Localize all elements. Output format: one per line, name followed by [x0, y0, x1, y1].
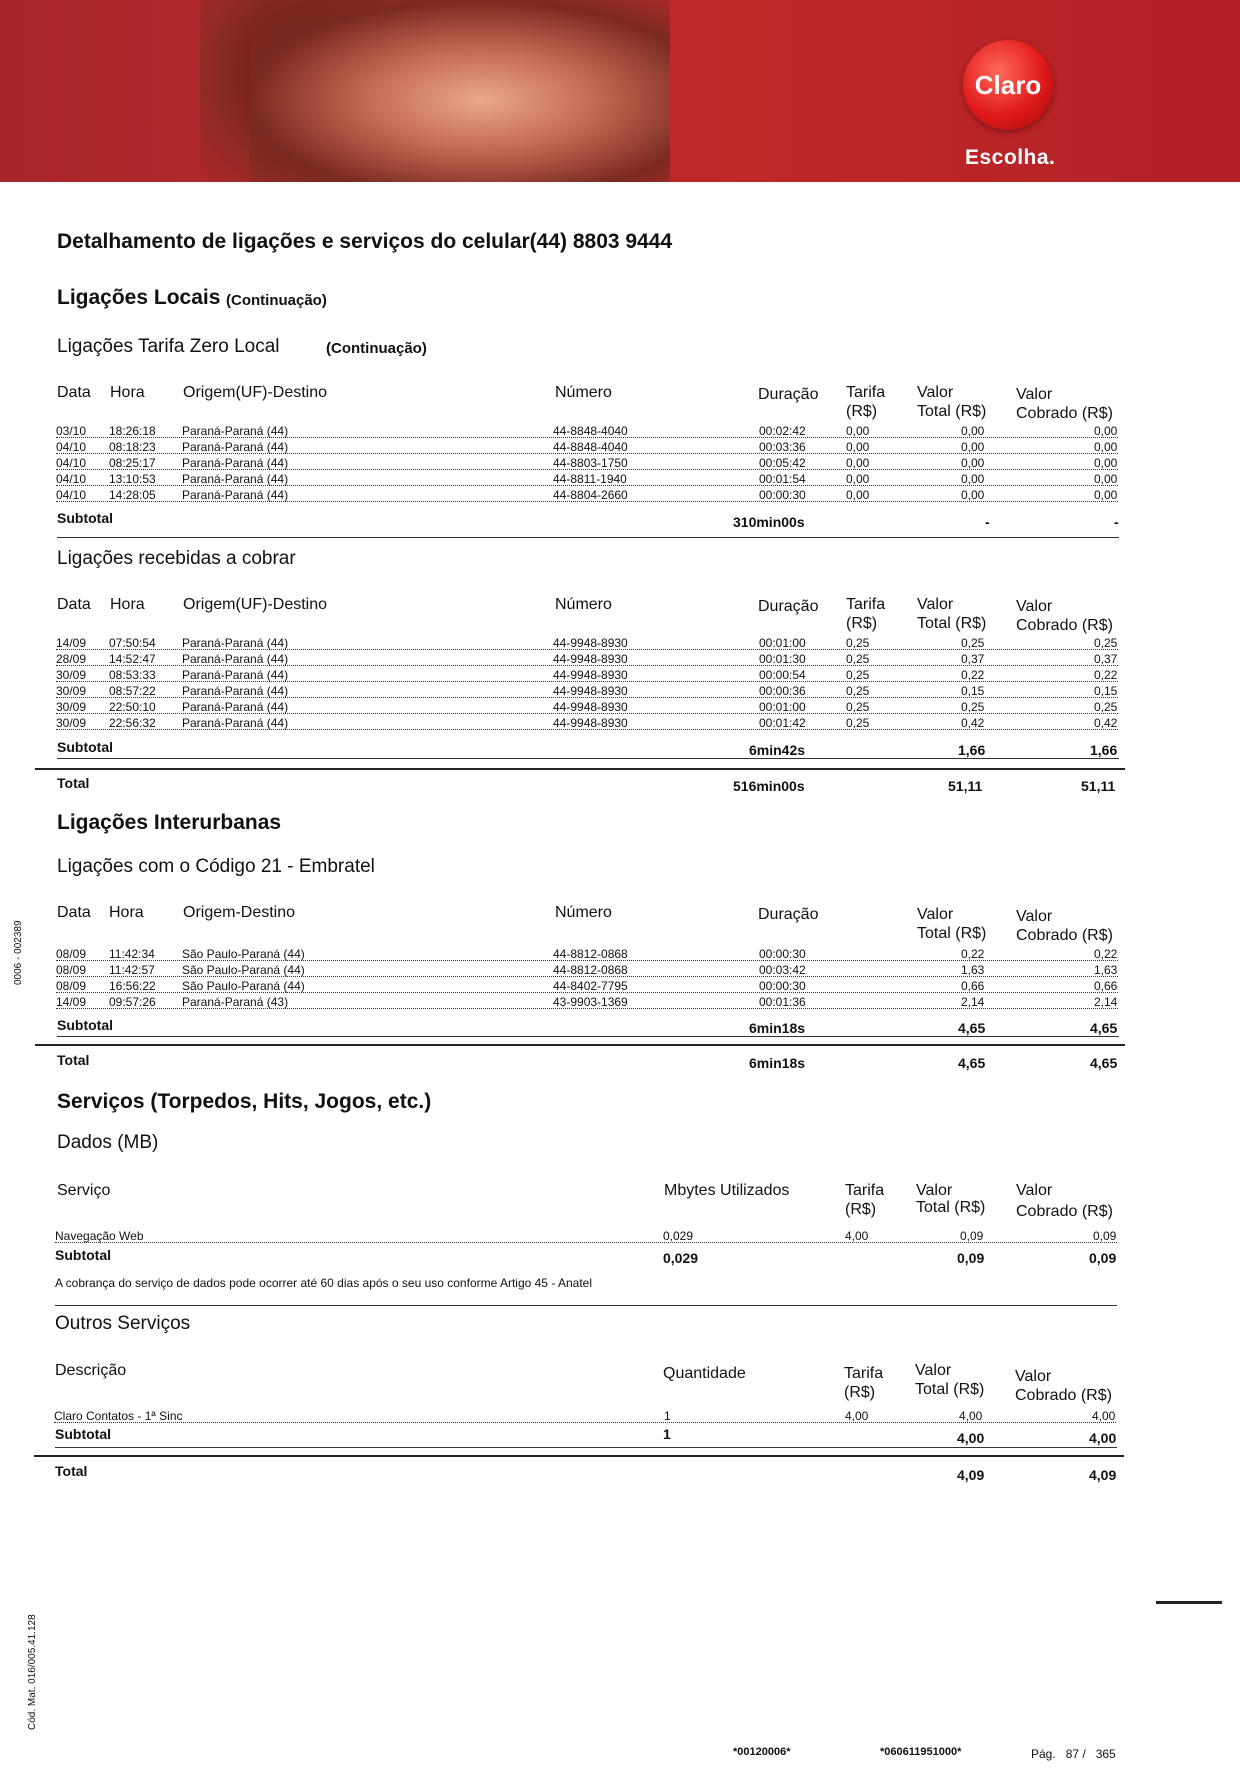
col-total: Total (R$) — [917, 925, 987, 942]
col-tarifa: Tarifa — [844, 1365, 884, 1382]
col-valor: Valor — [1016, 598, 1053, 615]
col-hora: Hora — [109, 904, 144, 921]
subsection-title-embratel: Ligações com o Código 21 - Embratel — [57, 856, 375, 877]
cell-total: 0,00 — [961, 488, 985, 502]
cell-total: 0,22 — [961, 947, 985, 961]
subtotal-duracao: 6min42s — [749, 742, 806, 758]
cell-total: 0,22 — [961, 668, 985, 682]
cell-cobrado: 0,42 — [1094, 716, 1118, 730]
cell-numero: 44-8402-7795 — [553, 979, 628, 993]
cell-data: 04/10 — [56, 440, 87, 454]
section-title-interurbanas: Ligações Interurbanas — [57, 811, 282, 834]
col-numero: Número — [555, 384, 612, 401]
cell-data: 04/10 — [56, 488, 87, 502]
col-valor: Valor — [916, 1182, 953, 1199]
table-row — [56, 456, 1118, 470]
section-title-locais: Ligações Locais — [57, 286, 221, 309]
cell-hora: 14:52:47 — [109, 652, 156, 666]
col-data: Data — [57, 384, 91, 401]
cell-cobrado: 0,00 — [1094, 488, 1118, 502]
data-billing-note: A cobrança do serviço de dados pode ocorrer até 60 dias após o seu uso conforme Artigo 45 - Anatel — [55, 1276, 593, 1290]
cell-origem: Paraná-Paraná (44) — [182, 456, 289, 470]
cell-duracao: 00:01:54 — [759, 472, 806, 486]
cell-origem: São Paulo-Paraná (44) — [182, 947, 305, 961]
col-numero: Número — [555, 596, 612, 613]
col-cobrado: Cobrado (R$) — [1016, 927, 1113, 944]
cell-cobrado: 0,15 — [1094, 684, 1118, 698]
cell-hora: 07:50:54 — [109, 636, 156, 650]
cell-duracao: 00:00:30 — [759, 488, 806, 502]
cell-origem: Paraná-Paraná (44) — [182, 440, 289, 454]
table-row — [56, 716, 1118, 730]
cell-hora: 08:53:33 — [109, 668, 156, 682]
table-row — [54, 1409, 1116, 1423]
cell-tarifa: 0,00 — [846, 424, 870, 438]
table-row — [56, 995, 1118, 1009]
col-data: Data — [57, 904, 91, 921]
col-descricao: Descrição — [55, 1362, 127, 1379]
cell-cobrado: 0,25 — [1094, 700, 1118, 714]
col-duracao: Duração — [758, 906, 819, 923]
subtotal-cobrado: 4,00 — [1089, 1430, 1117, 1446]
subtotal-total: 1,66 — [958, 742, 986, 758]
cell-duracao: 00:05:42 — [759, 456, 806, 470]
cell-origem: Paraná-Paraná (44) — [182, 652, 289, 666]
cell-total: 0,00 — [961, 472, 985, 486]
cell-hora: 09:57:26 — [109, 995, 156, 1009]
cell-servico: Navegação Web — [55, 1229, 144, 1243]
cell-total: 0,09 — [960, 1229, 984, 1243]
cell-origem: Paraná-Paraná (43) — [182, 995, 289, 1009]
total-total: 4,09 — [957, 1467, 985, 1483]
cell-data: 14/09 — [56, 995, 87, 1009]
col-data: Data — [57, 596, 91, 613]
divider — [57, 758, 1119, 759]
cell-total: 4,00 — [959, 1409, 983, 1423]
cell-cobrado: 4,00 — [1092, 1409, 1116, 1423]
cell-tarifa: 0,25 — [846, 636, 870, 650]
cell-origem: Paraná-Paraná (44) — [182, 424, 289, 438]
cell-cobrado: 0,09 — [1093, 1229, 1117, 1243]
cell-hora: 08:57:22 — [109, 684, 156, 698]
total-label: Total — [57, 775, 90, 791]
total-total: 4,65 — [958, 1055, 986, 1071]
cell-cobrado: 0,25 — [1094, 636, 1118, 650]
cell-data: 30/09 — [56, 668, 87, 682]
cell-cobrado: 0,00 — [1094, 472, 1118, 486]
cell-duracao: 00:02:42 — [759, 424, 806, 438]
cell-duracao: 00:01:00 — [759, 700, 806, 714]
col-total: Total (R$) — [917, 615, 987, 632]
slogan: Escolha. — [965, 146, 1056, 169]
total-cobrado: 4,65 — [1090, 1055, 1118, 1071]
divider — [55, 1447, 1117, 1448]
side-material-code: Cód. Mat. 016/005.41.128 — [27, 1614, 38, 1730]
subtotal-cobrado: 0,09 — [1089, 1250, 1117, 1266]
cell-numero: 44-8812-0868 — [553, 963, 628, 977]
page-number: Pág. 87 / 365 — [1031, 1747, 1116, 1761]
table-row — [56, 472, 1118, 486]
claro-logo — [963, 40, 1053, 130]
cell-duracao: 00:00:54 — [759, 668, 806, 682]
col-tarifa-unit: (R$) — [845, 1201, 877, 1218]
cell-origem: Paraná-Paraná (44) — [182, 668, 289, 682]
cell-cobrado: 0,00 — [1094, 456, 1118, 470]
col-origem: Origem-Destino — [183, 904, 296, 921]
col-cobrado: Cobrado (R$) — [1016, 617, 1113, 634]
total-cobrado: 4,09 — [1089, 1467, 1117, 1483]
subtotal-label: Subtotal — [57, 510, 113, 526]
cell-hora: 16:56:22 — [109, 979, 156, 993]
cell-tarifa: 0,25 — [846, 684, 870, 698]
subtotal-label: Subtotal — [57, 739, 113, 755]
cell-numero: 44-8803-1750 — [553, 456, 628, 470]
section-title-servicos: Serviços (Torpedos, Hits, Jogos, etc.) — [57, 1090, 432, 1113]
divider — [34, 1455, 1124, 1457]
col-hora: Hora — [110, 384, 145, 401]
cell-data: 04/10 — [56, 456, 87, 470]
cell-numero: 44-9948-8930 — [553, 668, 628, 682]
cell-duracao: 00:01:42 — [759, 716, 806, 730]
col-tarifa: Tarifa — [845, 1182, 885, 1199]
cell-hora: 11:42:34 — [109, 947, 155, 961]
cell-tarifa: 0,25 — [846, 716, 870, 730]
cell-total: 1,63 — [961, 963, 985, 977]
cell-hora: 18:26:18 — [109, 424, 156, 438]
cell-numero: 44-8848-4040 — [553, 440, 628, 454]
col-origem: Origem(UF)-Destino — [183, 384, 328, 401]
cell-numero: 44-9948-8930 — [553, 716, 628, 730]
cell-data: 30/09 — [56, 700, 87, 714]
banner-photo — [250, 0, 670, 182]
cell-origem: São Paulo-Paraná (44) — [182, 979, 305, 993]
table-row — [56, 947, 1118, 961]
cell-numero: 44-8811-1940 — [553, 472, 627, 486]
cell-cobrado: 0,37 — [1094, 652, 1118, 666]
table-row — [55, 1229, 1117, 1243]
cell-mbytes: 0,029 — [663, 1229, 694, 1243]
cell-hora: 08:25:17 — [109, 456, 156, 470]
col-duracao: Duração — [758, 386, 819, 403]
cell-total: 0,00 — [961, 424, 985, 438]
table-row — [56, 424, 1118, 438]
subsection-title-recebidas: Ligações recebidas a cobrar — [57, 548, 296, 569]
subtotal-label: Subtotal — [55, 1426, 111, 1442]
subtotal-total: - — [985, 514, 990, 530]
cell-tarifa: 0,25 — [846, 668, 870, 682]
cell-origem: Paraná-Paraná (44) — [182, 488, 289, 502]
cell-total: 0,25 — [961, 636, 985, 650]
cell-duracao: 00:01:30 — [759, 652, 806, 666]
cell-duracao: 00:03:36 — [759, 440, 806, 454]
subtotal-quantidade: 1 — [663, 1426, 671, 1442]
table-row — [56, 652, 1118, 666]
col-tarifa-unit: (R$) — [844, 1384, 876, 1401]
subtotal-total: 4,00 — [957, 1430, 985, 1446]
cell-data: 30/09 — [56, 684, 87, 698]
cell-tarifa: 4,00 — [845, 1409, 869, 1423]
subtotal-duracao: 6min18s — [749, 1020, 806, 1036]
subtotal-cobrado: 4,65 — [1090, 1020, 1118, 1036]
col-numero: Número — [555, 904, 612, 921]
margin-mark — [1156, 1601, 1222, 1604]
table-row — [56, 636, 1118, 650]
col-valor: Valor — [917, 384, 954, 401]
total-label: Total — [57, 1052, 90, 1068]
col-valor: Valor — [917, 596, 954, 613]
cell-data: 30/09 — [56, 716, 87, 730]
col-cobrado: Cobrado (R$) — [1016, 405, 1113, 422]
cell-cobrado: 0,66 — [1094, 979, 1118, 993]
subsection-title-outros: Outros Serviços — [55, 1313, 191, 1334]
col-tarifa: Tarifa — [846, 384, 886, 401]
cell-cobrado: 0,22 — [1094, 947, 1118, 961]
col-servico: Serviço — [57, 1182, 111, 1199]
subtotal-cobrado: 1,66 — [1090, 742, 1118, 758]
cell-hora: 08:18:23 — [109, 440, 156, 454]
subsection-title-tarifa-zero: Ligações Tarifa Zero Local — [57, 336, 280, 357]
divider — [55, 1305, 1117, 1306]
col-valor: Valor — [1016, 386, 1053, 403]
cell-cobrado: 0,22 — [1094, 668, 1118, 682]
cell-duracao: 00:00:30 — [759, 979, 806, 993]
table-row — [56, 440, 1118, 454]
cell-duracao: 00:01:00 — [759, 636, 806, 650]
subtotal-label: Subtotal — [57, 1017, 113, 1033]
divider — [57, 1036, 1119, 1037]
cell-numero: 43-9903-1369 — [553, 995, 628, 1009]
col-valor: Valor — [1015, 1368, 1052, 1385]
subtotal-cobrado: - — [1114, 514, 1119, 530]
cell-numero: 44-8804-2660 — [553, 488, 628, 502]
cell-tarifa: 0,25 — [846, 700, 870, 714]
subtotal-total: 0,09 — [957, 1250, 985, 1266]
table-row — [56, 488, 1118, 502]
side-code: 0006 - 002389 — [13, 920, 24, 985]
continuation-label: (Continuação) — [326, 340, 427, 357]
header-banner — [0, 0, 1240, 182]
cell-hora: 13:10:53 — [109, 472, 156, 486]
col-origem: Origem(UF)-Destino — [183, 596, 328, 613]
col-tarifa-unit: (R$) — [846, 403, 878, 420]
col-valor: Valor — [1016, 1182, 1053, 1199]
cell-hora: 22:56:32 — [109, 716, 156, 730]
cell-total: 0,42 — [961, 716, 985, 730]
cell-hora: 22:50:10 — [109, 700, 156, 714]
col-hora: Hora — [110, 596, 145, 613]
divider — [35, 1044, 1125, 1046]
col-total: Total (R$) — [916, 1199, 986, 1216]
cell-hora: 11:42:57 — [109, 963, 155, 977]
cell-origem: Paraná-Paraná (44) — [182, 472, 289, 486]
col-total: Total (R$) — [917, 403, 987, 420]
cell-data: 28/09 — [56, 652, 87, 666]
subtotal-total: 4,65 — [958, 1020, 986, 1036]
table-row — [56, 963, 1118, 977]
cell-numero: 44-9948-8930 — [553, 684, 628, 698]
cell-numero: 44-8848-4040 — [553, 424, 628, 438]
subtotal-label: Subtotal — [55, 1247, 111, 1263]
cell-total: 0,37 — [961, 652, 985, 666]
col-valor: Valor — [917, 906, 954, 923]
continuation-label: (Continuação) — [226, 292, 327, 309]
cell-duracao: 00:00:36 — [759, 684, 806, 698]
subtotal-mbytes: 0,029 — [663, 1250, 699, 1266]
cell-hora: 14:28:05 — [109, 488, 156, 502]
cell-origem: Paraná-Paraná (44) — [182, 716, 289, 730]
cell-duracao: 00:03:42 — [759, 963, 806, 977]
divider — [35, 768, 1125, 770]
col-mbytes: Mbytes Utilizados — [664, 1182, 790, 1199]
col-quantidade: Quantidade — [663, 1365, 746, 1382]
cell-numero: 44-9948-8930 — [553, 700, 628, 714]
cell-duracao: 00:01:36 — [759, 995, 806, 1009]
cell-data: 03/10 — [56, 424, 87, 438]
cell-total: 0,15 — [961, 684, 985, 698]
col-valor: Valor — [915, 1362, 952, 1379]
table-row — [56, 979, 1118, 993]
col-cobrado: Cobrado (R$) — [1016, 1203, 1113, 1220]
cell-origem: Paraná-Paraná (44) — [182, 636, 289, 650]
total-label: Total — [55, 1463, 88, 1479]
cell-data: 08/09 — [56, 963, 87, 977]
cell-duracao: 00:00:30 — [759, 947, 806, 961]
cell-numero: 44-9948-8930 — [553, 636, 628, 650]
cell-tarifa: 0,00 — [846, 440, 870, 454]
cell-numero: 44-8812-0868 — [553, 947, 628, 961]
cell-total: 0,00 — [961, 440, 985, 454]
cell-cobrado: 2,14 — [1094, 995, 1118, 1009]
col-tarifa-unit: (R$) — [846, 615, 878, 632]
total-duracao: 6min18s — [749, 1055, 806, 1071]
divider — [57, 537, 1119, 538]
col-total: Total (R$) — [915, 1381, 985, 1398]
cell-tarifa: 0,25 — [846, 652, 870, 666]
table-row — [56, 684, 1118, 698]
total-total: 51,11 — [948, 778, 983, 794]
cell-tarifa: 4,00 — [845, 1229, 869, 1243]
cell-data: 14/09 — [56, 636, 87, 650]
cell-origem: Paraná-Paraná (44) — [182, 684, 289, 698]
page-title: Detalhamento de ligações e serviços do celular(44) 8803 9444 — [57, 230, 673, 253]
cell-origem: Paraná-Paraná (44) — [182, 700, 289, 714]
cell-origem: São Paulo-Paraná (44) — [182, 963, 305, 977]
barcode-text-2: *060611951000* — [880, 1746, 962, 1758]
cell-descricao: Claro Contatos - 1ª Sinc — [54, 1409, 183, 1423]
cell-data: 08/09 — [56, 979, 87, 993]
cell-tarifa: 0,00 — [846, 472, 870, 486]
cell-total: 0,66 — [961, 979, 985, 993]
cell-cobrado: 0,00 — [1094, 424, 1118, 438]
cell-tarifa: 0,00 — [846, 456, 870, 470]
cell-quantidade: 1 — [664, 1409, 671, 1423]
cell-total: 0,00 — [961, 456, 985, 470]
table-row — [56, 700, 1118, 714]
cell-cobrado: 0,00 — [1094, 440, 1118, 454]
barcode-text-1: *00120006* — [733, 1746, 791, 1758]
cell-total: 2,14 — [961, 995, 985, 1009]
table-row — [56, 668, 1118, 682]
cell-numero: 44-9948-8930 — [553, 652, 628, 666]
cell-total: 0,25 — [961, 700, 985, 714]
total-cobrado: 51,11 — [1081, 778, 1116, 794]
col-cobrado: Cobrado (R$) — [1015, 1387, 1112, 1404]
subtotal-duracao: 310min00s — [733, 514, 805, 530]
cell-tarifa: 0,00 — [846, 488, 870, 502]
total-duracao: 516min00s — [733, 778, 805, 794]
logo-text: Claro — [974, 69, 1042, 100]
cell-data: 04/10 — [56, 472, 87, 486]
subsection-title-dados: Dados (MB) — [57, 1132, 159, 1153]
col-valor: Valor — [1016, 908, 1053, 925]
col-tarifa: Tarifa — [846, 596, 886, 613]
cell-cobrado: 1,63 — [1094, 963, 1118, 977]
cell-data: 08/09 — [56, 947, 87, 961]
col-duracao: Duração — [758, 598, 819, 615]
